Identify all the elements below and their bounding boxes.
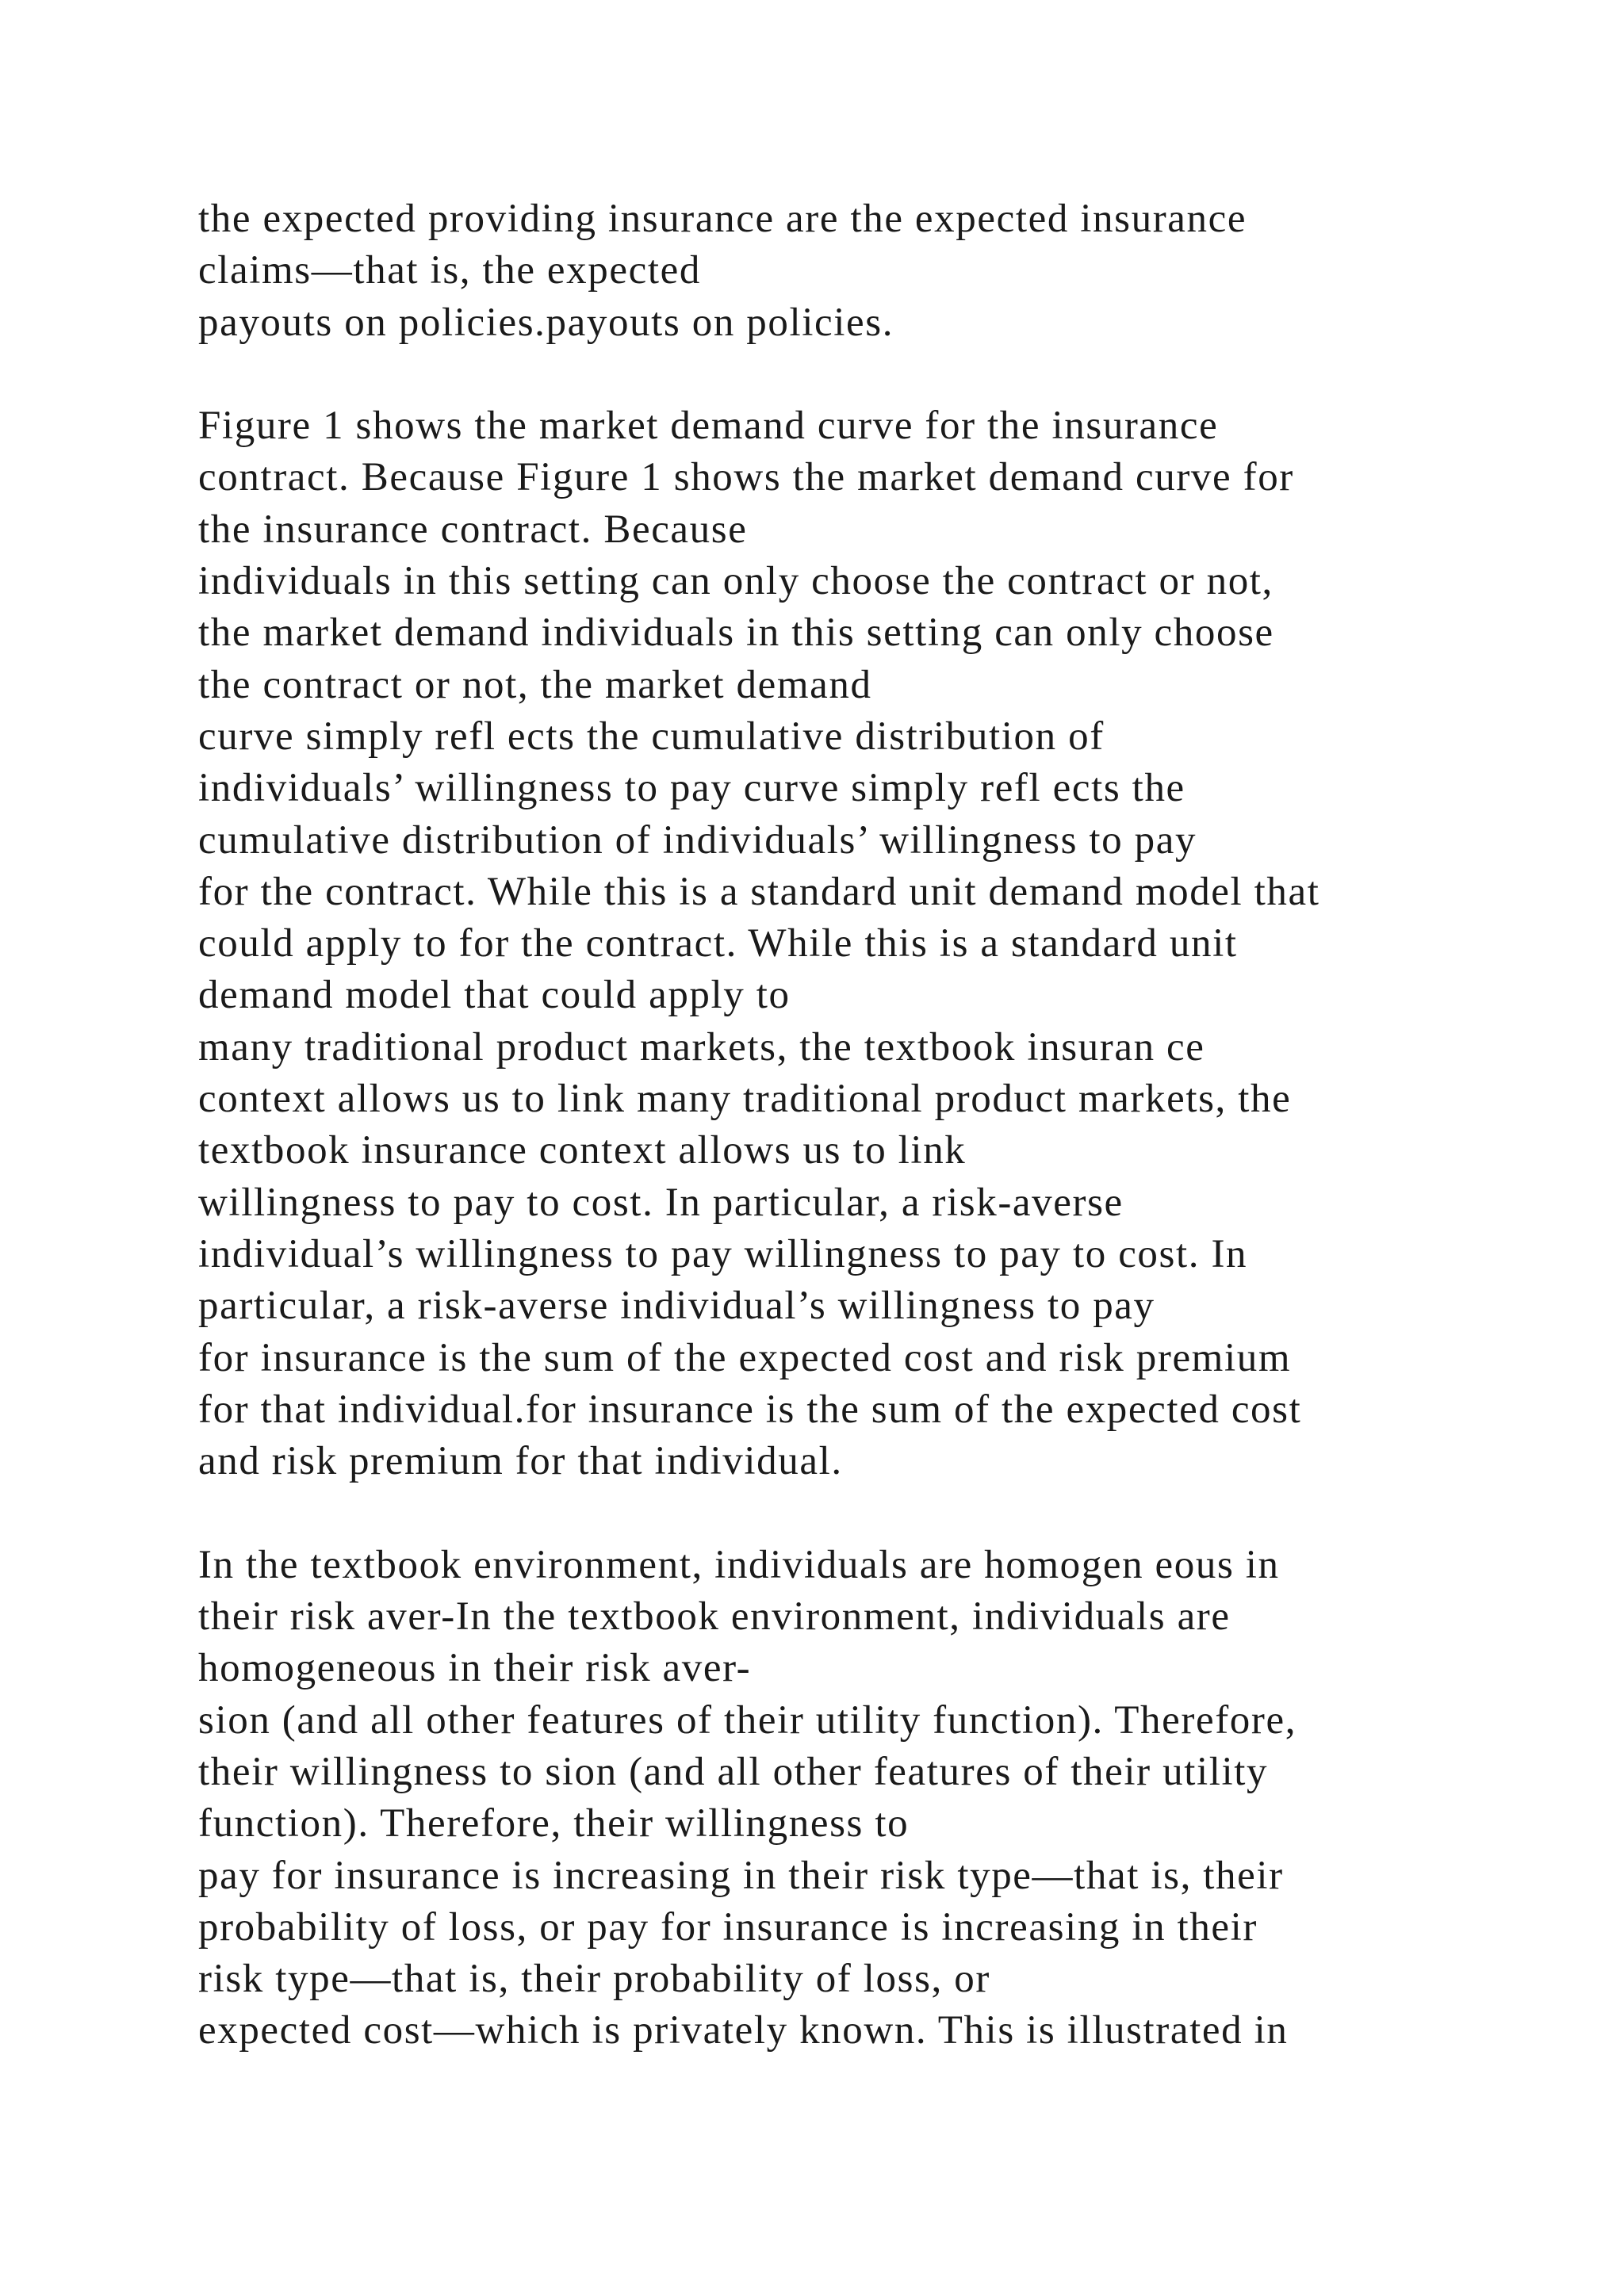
text-line: the insurance contract. Because <box>198 507 748 552</box>
text-line: curve simply refl ects the cumulative distribution of <box>198 714 1105 759</box>
text-line: function). Therefore, their willingness to <box>198 1801 910 1846</box>
text-line: for the contract. While this is a standard unit demand model that <box>198 869 1320 914</box>
text-line: for insurance is the sum of the expected cost and risk premium <box>198 1335 1292 1380</box>
text-line: homogeneous in their risk aver- <box>198 1646 752 1691</box>
text-line: for that individual.for insurance is the sum of the expected cost <box>198 1387 1302 1432</box>
text-line: contract. Because Figure 1 shows the market demand curve for <box>198 455 1294 500</box>
text-line: probability of loss, or pay for insurance is increasing in their <box>198 1904 1258 1950</box>
paragraph <box>198 400 1546 1487</box>
text-line: cumulative distribution of individuals’ willingness to pay <box>198 817 1197 863</box>
text-line: individual’s willingness to pay willingness to pay to cost. In <box>198 1231 1248 1276</box>
text-line: the expected providing insurance are the expected insurance <box>198 197 1247 241</box>
text-line: and risk premium for that individual. <box>198 1439 843 1484</box>
text-line: could apply to for the contract. While this is a standard unit <box>198 921 1238 966</box>
paragraph-gap <box>198 349 1546 400</box>
text-line: particular, a risk-averse individual’s willingness to pay <box>198 1284 1155 1329</box>
text-line: many traditional product markets, the textbook insuran ce <box>198 1024 1205 1070</box>
text-line: textbook insurance context allows us to link <box>198 1128 967 1173</box>
text-line: their risk aver-In the textbook environment, individuals are <box>198 1594 1231 1640</box>
text-line: sion (and all other features of their utility function). Therefore, <box>198 1697 1297 1743</box>
text-line: individuals’ willingness to pay curve simply refl ects the <box>198 766 1185 811</box>
text-line: payouts on policies.payouts on policies. <box>198 300 894 345</box>
text-line: individuals in this setting can only choose the contract or not, <box>198 559 1274 604</box>
text-line: In the textbook environment, individuals are homogen eous in <box>198 1542 1280 1587</box>
body-text <box>198 193 1546 2057</box>
text-line: expected cost—which is privately known. This is illustrated in <box>198 2008 1289 2053</box>
text-line: context allows us to link many traditional product markets, the <box>198 1077 1292 1122</box>
text-line: pay for insurance is increasing in their risk type—that is, their <box>198 1853 1284 1898</box>
text-line: demand model that could apply to <box>198 973 791 1018</box>
text-line: Figure 1 shows the market demand curve for the insurance <box>198 404 1219 449</box>
paragraph <box>198 1540 1546 2057</box>
text-line: the contract or not, the market demand <box>198 662 872 707</box>
text-line: their willingness to sion (and all other features of their utility <box>198 1749 1269 1794</box>
text-line: risk type—that is, their probability of loss, or <box>198 1957 990 2002</box>
paragraph-gap <box>198 1487 1546 1539</box>
paragraph <box>198 193 1546 349</box>
text-line: claims—that is, the expected <box>198 248 701 293</box>
text-line: willingness to pay to cost. In particular, a risk-averse <box>198 1180 1124 1225</box>
text-line: the market demand individuals in this setting can only choose <box>198 610 1274 656</box>
